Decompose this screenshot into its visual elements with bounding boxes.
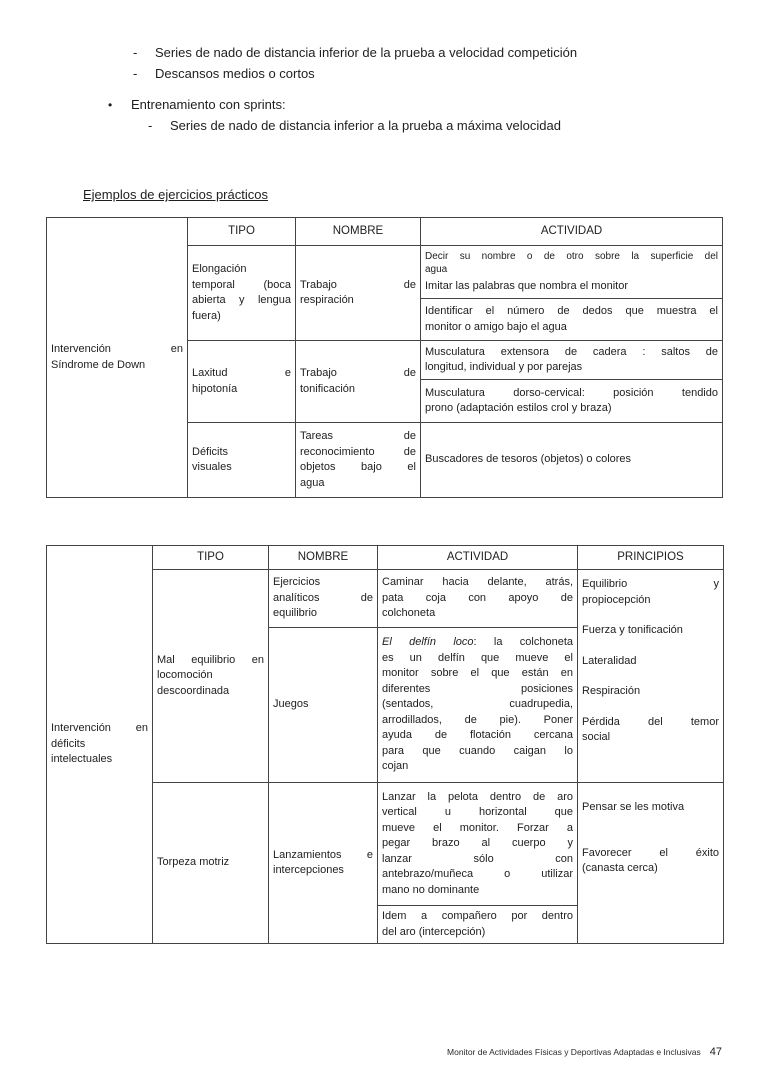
table2-r1b-actividad-cell xyxy=(378,628,578,783)
dash-list-item xyxy=(133,66,315,82)
table2-header-tipo: TIPO xyxy=(153,546,269,570)
table2-r1a-actividad-cell: Caminar hacia delante, atrás, pata coja con apoyo de colchoneta xyxy=(378,570,578,628)
table1-r3-nombre-cell: Tareas de reconocimiento de objetos bajo el agua xyxy=(296,423,421,498)
table1-r2-nombre-cell: Trabajo de tonificación xyxy=(296,341,421,423)
footer-title-text: Monitor de Actividades Físicas y Deportivas Adaptadas e Inclusivas xyxy=(447,1047,701,1057)
table2-row-label: Intervención en déficits intelectuales xyxy=(47,546,153,944)
table2-r2a-actividad-cell: Lanzar la pelota dentro de aro vertical u horizontal que mueve el monitor. Forzar a pegar brazo al cuerpo y lanzar sólo con antebrazo/muñeca o utilizar mano no dominante xyxy=(378,783,578,906)
table1-row-label: Intervención en Síndrome de Down xyxy=(47,218,188,498)
table2-r2b-actividad-cell: Idem a compañero por dentro del aro (intercepción) xyxy=(378,906,578,944)
page-footer xyxy=(447,1042,722,1060)
round-bullet-icon: • xyxy=(108,98,113,112)
dash-bullet-icon: - xyxy=(133,45,138,60)
table2-header-nombre: NOMBRE xyxy=(269,546,378,570)
delfin-loco-body: es un delfín que mueve el monitor sobre el que están en diferentes posiciones (sentados, cuadrupedia, arrodillados, de pie). Poner ayuda de flotación cercana para que cuando caigan lo cojan xyxy=(382,651,573,773)
table1-r1-tipo-cell: Elongación temporal (boca abierta y lengua fuera) xyxy=(188,246,296,341)
table2-header-principios: PRINCIPIOS xyxy=(578,546,724,570)
table2-r2-nombre-cell: Lanzamientos e intercepciones xyxy=(269,783,378,944)
table2-r1-tipo-cell: Mal equilibrio en locomoción descoordinada xyxy=(153,570,269,783)
table2-r1b-nombre-cell: Juegos xyxy=(269,628,378,783)
delfin-loco-rest-text: : la colchoneta xyxy=(473,636,574,649)
table1-header-tipo: TIPO xyxy=(188,218,296,246)
table1-r1-actividad-cell-b: Identificar el número de dedos que muestra el monitor o amigo bajo el agua xyxy=(421,299,723,341)
delfin-loco-italic-text: El delfín loco xyxy=(382,636,474,649)
table1-r2-tipo-cell: Laxitud e hipotonía xyxy=(188,341,296,423)
actividad-paragraph: Decir su nombre o de otro sobre la superficie del agua xyxy=(425,250,718,276)
sub-dash-list-item xyxy=(148,118,561,134)
dash-list-item xyxy=(133,45,577,61)
bullet-list-item xyxy=(108,97,286,113)
table1-r3-actividad-cell: Buscadores de tesoros (objetos) o colores xyxy=(421,423,723,498)
table1-header-nombre: NOMBRE xyxy=(296,218,421,246)
table2-r1a-nombre-cell: Ejercicios analíticos de equilibrio xyxy=(269,570,378,628)
delfin-loco-first-line xyxy=(382,635,573,651)
table2-r2-tipo-cell: Torpeza motriz xyxy=(153,783,269,944)
dash-item-text: Series de nado de distancia inferior de la prueba a velocidad competición xyxy=(155,45,578,60)
table1-r1-actividad-cell-a xyxy=(421,246,723,299)
table2-r2-principios-cell: Pensar se les motiva Favorecer el éxito (canasta cerca) xyxy=(578,783,724,944)
sub-dash-item-text: Series de nado de distancia inferior a la prueba a máxima velocidad xyxy=(170,118,561,133)
table1-header-actividad: ACTIVIDAD xyxy=(421,218,723,246)
intellectual-deficits-table xyxy=(46,545,724,944)
table1-r2-actividad-cell-a: Musculatura extensora de cadera : saltos de longitud, individual y por parejas xyxy=(421,341,723,380)
bullet-item-text: Entrenamiento con sprints: xyxy=(131,97,286,112)
table1-r1-nombre-cell: Trabajo de respiración xyxy=(296,246,421,341)
table1-r2-actividad-cell-b: Musculatura dorso-cervical: posición tendido prono (adaptación estilos crol y braza) xyxy=(421,380,723,423)
dash-bullet-icon: - xyxy=(133,66,138,81)
table2-header-actividad: ACTIVIDAD xyxy=(378,546,578,570)
table1-r3-tipo-cell: Déficits visuales xyxy=(188,423,296,498)
page-number: 47 xyxy=(709,1046,722,1058)
actividad-paragraph: Imitar las palabras que nombra el monitor xyxy=(425,279,628,292)
section-heading: Ejemplos de ejercicios prácticos xyxy=(83,187,268,202)
table2-r1-principios-cell: Equilibrio y propiocepción Fuerza y tonificación Lateralidad Respiración Pérdida del temor social xyxy=(578,570,724,783)
dash-item-text: Descansos medios o cortos xyxy=(155,66,315,81)
down-syndrome-table xyxy=(46,217,723,498)
dash-bullet-icon: - xyxy=(148,118,153,133)
